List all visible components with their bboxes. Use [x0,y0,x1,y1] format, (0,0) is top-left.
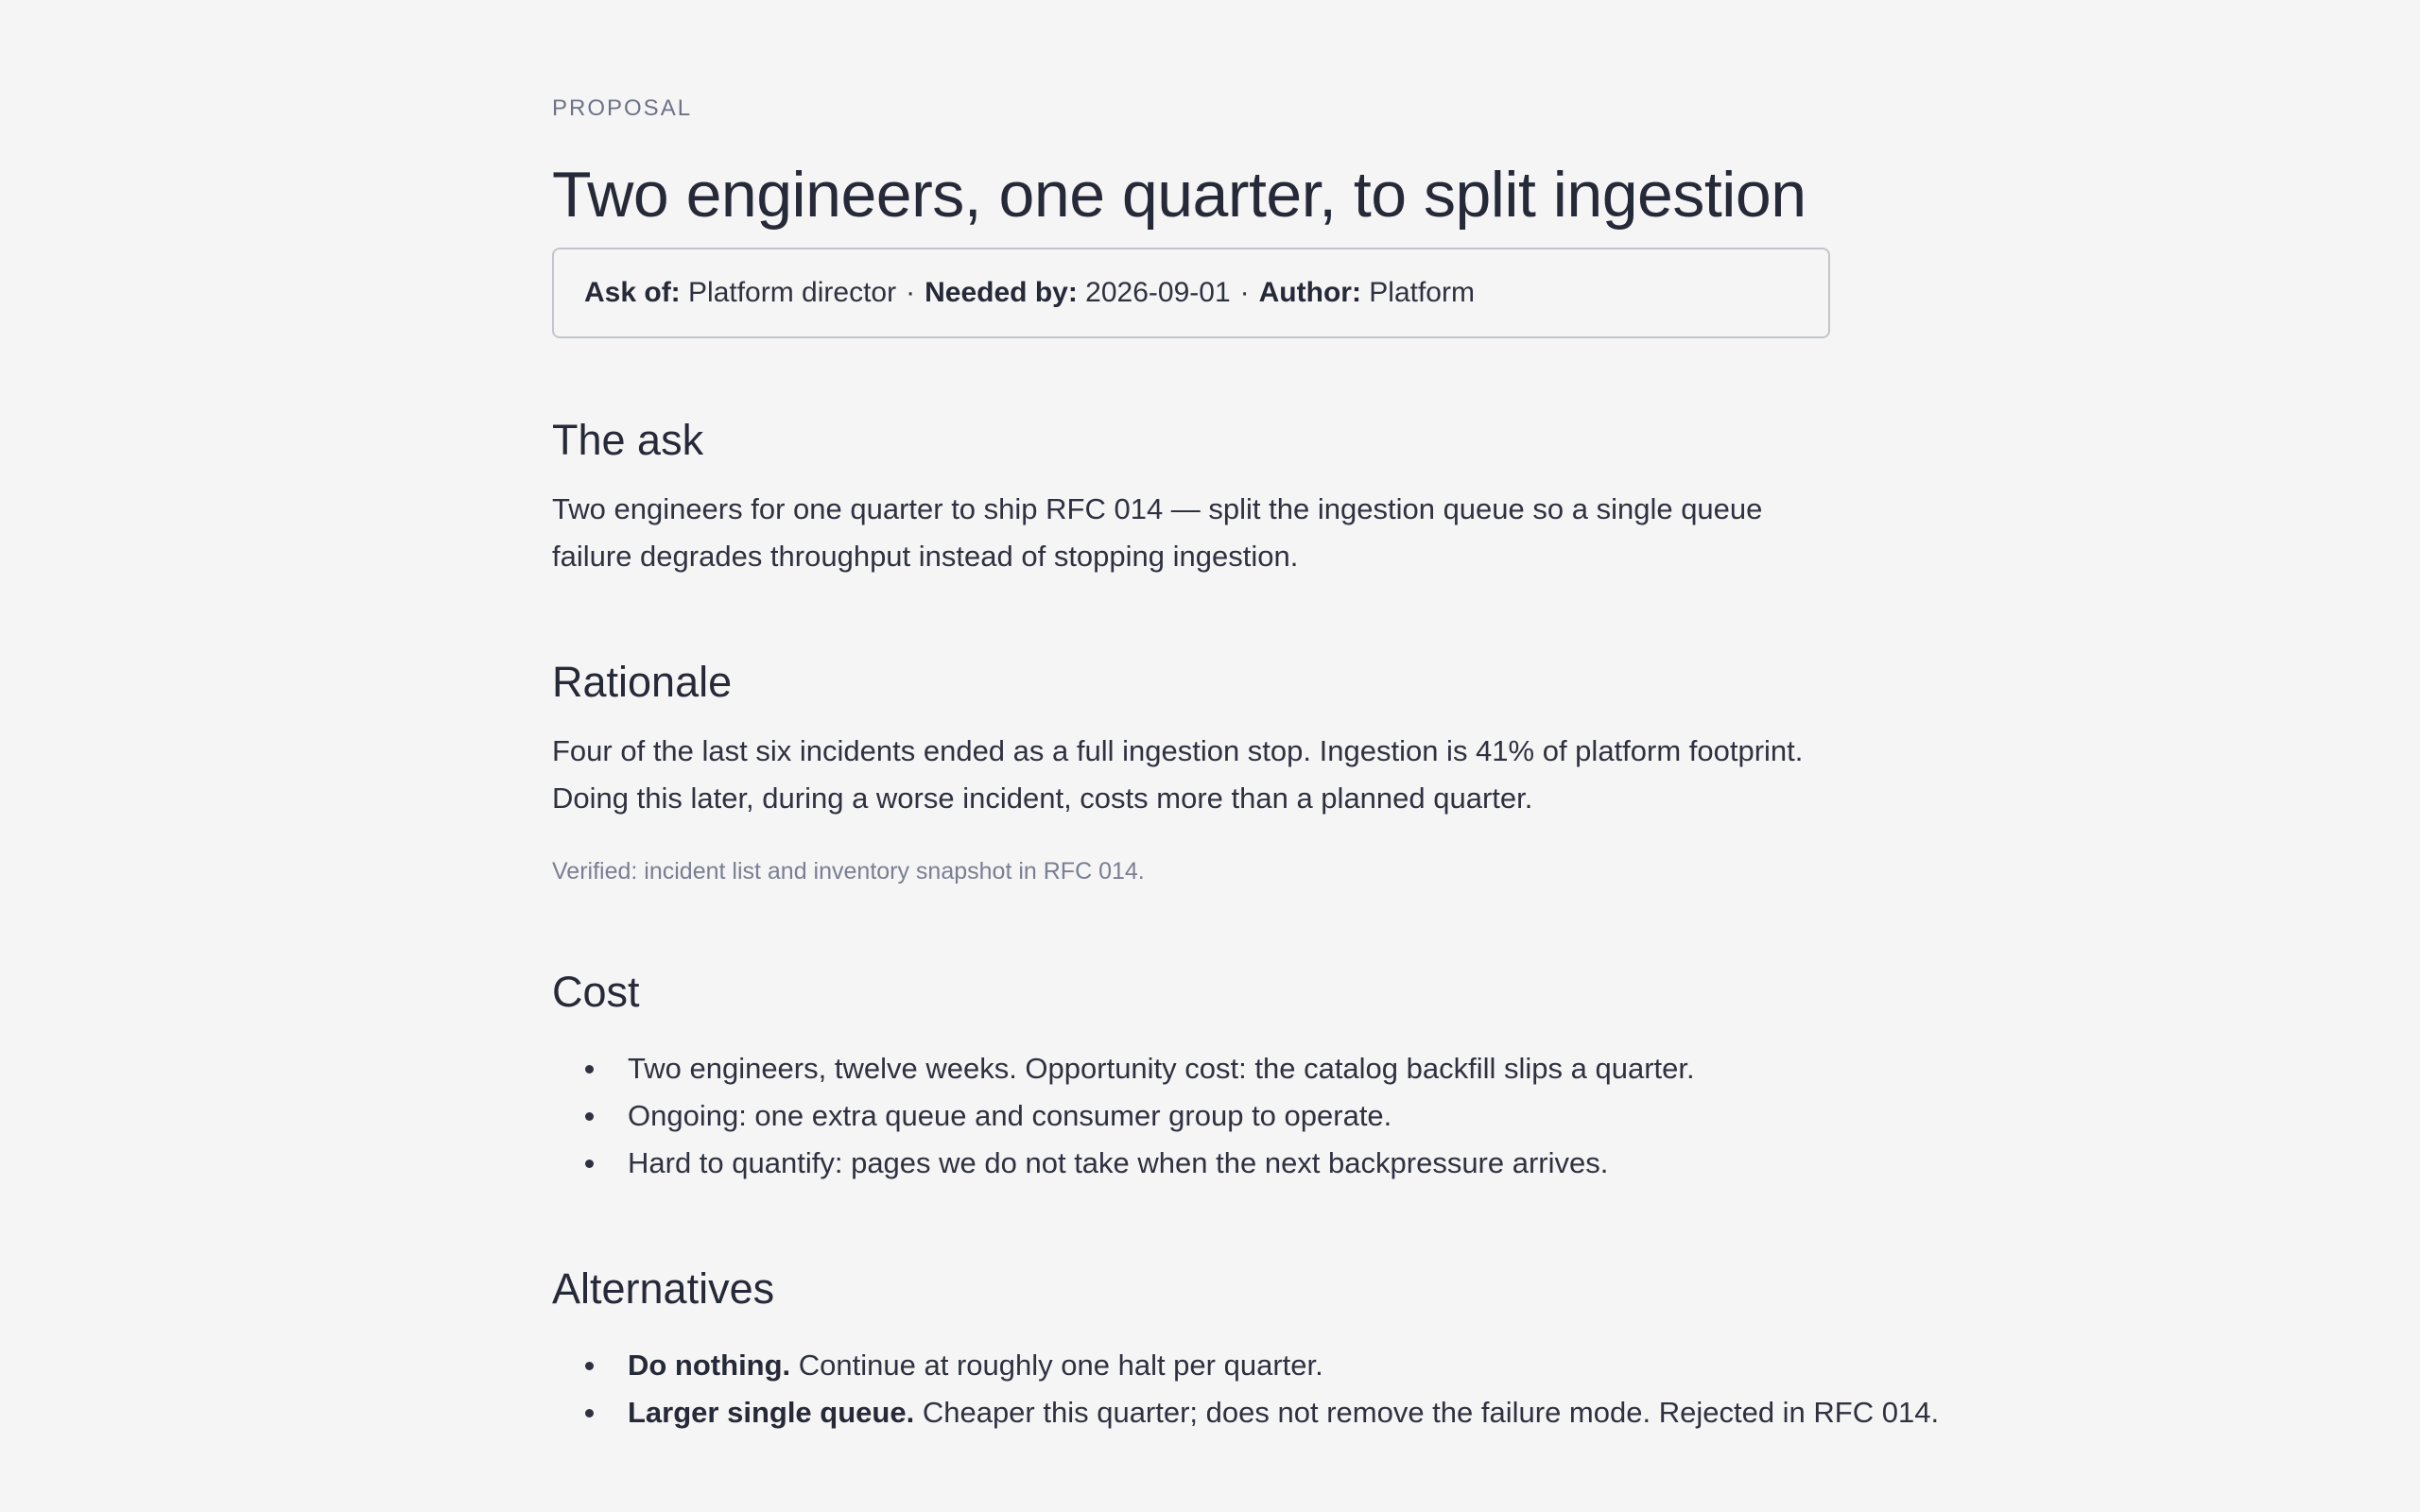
needed-by-value: 2026-09-01 [1085,277,1231,308]
alternative-text: Cheaper this quarter; does not remove the failure mode. Rejected in RFC 014. [922,1396,1940,1429]
alternative-lead: Do nothing. [628,1349,791,1382]
section-heading-the-ask: The ask [552,416,704,464]
list-item: Two engineers, twelve weeks. Opportunity cost: the catalog backfill slips a quarter. [628,1045,1970,1092]
needed-by-label: Needed by: [925,277,1078,308]
alternative-text: Continue at roughly one halt per quarter. [798,1349,1323,1382]
meta-separator: · [906,277,916,308]
ask-of-value: Platform director [688,277,897,308]
section-body-rationale: Four of the last six incidents ended as a full ingestion stop. Ingestion is 41% of platform footprint. Doing this later, during a worse incident, costs more than a planned quarter. [552,734,1804,815]
section-heading-alternatives: Alternatives [552,1264,775,1313]
meta-separator: · [1239,277,1250,308]
section-heading-rationale: Rationale [552,658,733,706]
metadata-box [552,248,1830,338]
cost-list [552,1045,1970,1187]
list-item: Ongoing: one extra queue and consumer group to operate. [628,1092,1970,1140]
alternatives-list [552,1342,1970,1436]
document-type-label: PROPOSAL [552,95,693,121]
alternative-lead: Larger single queue. [628,1396,915,1429]
list-item: Hard to quantify: pages we do not take when the next backpressure arrives. [628,1140,1970,1187]
verification-note: Verified: incident list and inventory snapshot in RFC 014. [552,858,1145,885]
author-value: Platform [1369,277,1475,308]
section-body-the-ask: Two engineers for one quarter to ship RFC 014 — split the ingestion queue so a single queue failure degrades throughput instead of stopping ingestion. [552,492,1763,573]
page-title: Two engineers, one quarter, to split ingestion [552,159,1806,231]
list-item [628,1389,1970,1436]
list-item [628,1342,1970,1389]
author-label: Author: [1258,277,1361,308]
ask-of-label: Ask of: [584,277,681,308]
section-heading-cost: Cost [552,968,640,1016]
